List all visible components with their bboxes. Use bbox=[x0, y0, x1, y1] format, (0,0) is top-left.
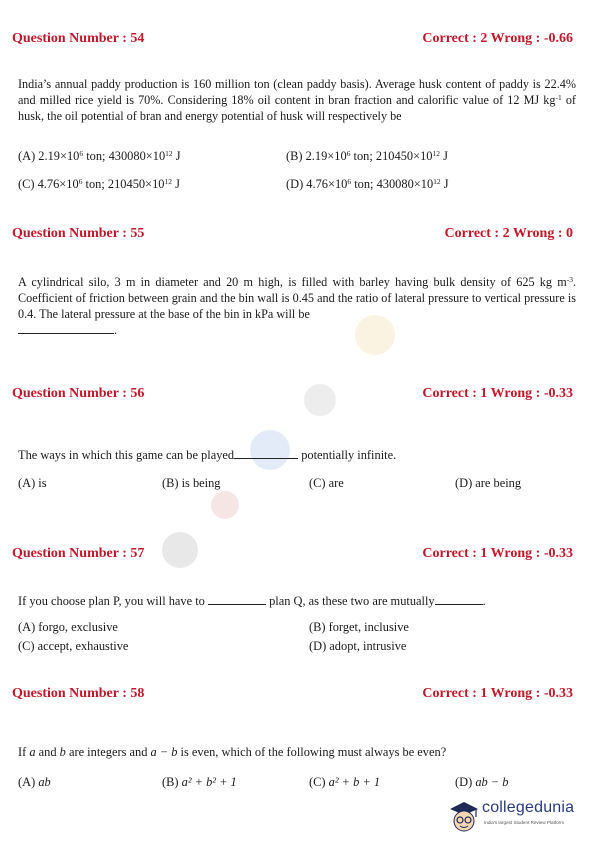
option-b: (B) a² + b² + 1 bbox=[162, 775, 237, 789]
watermark bbox=[150, 300, 410, 580]
option-a: (A) is bbox=[18, 476, 47, 490]
question-score: Correct : 1 Wrong : -0.33 bbox=[422, 546, 573, 561]
option-a: (A) $2.19\times 10^6$ ton; $430080\times 10^{12}$ J bbox=[18, 149, 181, 163]
question-58-header bbox=[12, 686, 573, 704]
question-score: Correct : 1 Wrong : -0.33 bbox=[422, 686, 573, 701]
option-b: (B) $2.19\times 10^6$ ton; $210450\times 10^{12}$ J bbox=[286, 149, 448, 163]
question-57-header bbox=[12, 546, 573, 564]
question-54-text: India’s annual paddy production is 160 million ton (clean paddy basis). Average husk content of paddy is 22.4% and milled rice yield is 70%. Considering 18% oil content in bran fraction and calorific value of 12 MJ $kg^{-1}$ of husk, the oil potential of bran and energy potential of husk will respectively be bbox=[18, 77, 576, 123]
question-score: Correct : 2 Wrong : 0 bbox=[444, 226, 573, 241]
answer-blank bbox=[208, 594, 266, 605]
question-number: Question Number : 58 bbox=[12, 686, 145, 701]
question-58-text: If a and b are integers and a − b is even, which of the following must always be even? bbox=[18, 745, 447, 759]
question-57-text: If you choose plan P, you will have to plan Q, as these two are mutually . bbox=[18, 594, 486, 608]
question-score: Correct : 2 Wrong : -0.66 bbox=[422, 31, 573, 46]
question-55-header bbox=[12, 226, 573, 244]
option-a: (A) ab bbox=[18, 775, 51, 789]
question-number: Question Number : 55 bbox=[12, 226, 145, 241]
option-a: (A) forgo, exclusive bbox=[18, 620, 118, 634]
option-b: (B) forget, inclusive bbox=[309, 620, 409, 634]
option-d: (D) adopt, intrusive bbox=[309, 639, 407, 653]
question-55-text: A cylindrical silo, 3 m in diameter and 20 m high, is filled with barley having bulk density of 625 kg $m^{-3}$. Coefficient of friction between grain and the bin wall is 0.45 and the ratio of lateral pressure to vertical pressure is 0.4. The lateral pressure at the base of the bin in kPa will be . bbox=[18, 275, 576, 337]
option-b: (B) is being bbox=[162, 476, 221, 490]
option-d: (D) $4.76\times 10^6$ ton; $430080\times 10^{12}$ J bbox=[286, 177, 449, 191]
question-56-header bbox=[12, 386, 573, 404]
option-c: (C) accept, exhaustive bbox=[18, 639, 129, 653]
brand-name: collegedunia bbox=[482, 799, 575, 816]
question-54-header bbox=[12, 31, 573, 49]
mascot-icon bbox=[446, 798, 482, 834]
answer-blank bbox=[234, 448, 298, 459]
answer-blank bbox=[18, 323, 114, 334]
question-56-text: The ways in which this game can be played potentially infinite. bbox=[18, 448, 397, 462]
question-number: Question Number : 57 bbox=[12, 546, 145, 561]
option-c: (C) a² + b + 1 bbox=[309, 775, 381, 789]
question-number: Question Number : 54 bbox=[12, 31, 145, 46]
option-d: (D) are being bbox=[455, 476, 522, 490]
question-number: Question Number : 56 bbox=[12, 386, 145, 401]
option-d: (D) ab − b bbox=[455, 775, 509, 789]
question-score: Correct : 1 Wrong : -0.33 bbox=[422, 386, 573, 401]
answer-blank bbox=[435, 594, 483, 605]
option-c: (C) $4.76\times 10^6$ ton; $210450\times 10^{12}$ J bbox=[18, 177, 180, 191]
option-c: (C) are bbox=[309, 476, 344, 490]
brand-tagline: India's largest Student Review Platform bbox=[484, 820, 565, 825]
collegedunia-logo[interactable] bbox=[446, 796, 586, 836]
